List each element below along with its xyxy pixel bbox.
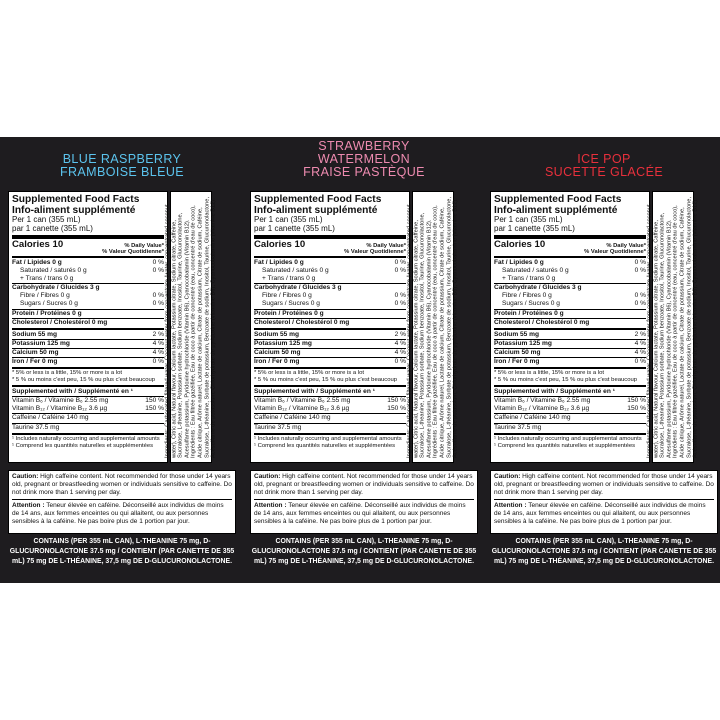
taurine: Taurine 37.5 mg [12,423,60,431]
cholesterol: Cholesterol / Cholestérol 0 mg [12,318,108,326]
caution-box: Caution: High caffeine content. Not recommended for those under 14 years old, pregnant or breastfeeding women or individuals sensitive to caffeine. Do not drink more than 1 serving per day. Attention : Teneur élevée en caféine. Déconseillé aux individus de moins de 14 ans, aux femmes enceintes ou qui allaitent, ou aux personnes sensibles à la caféine. Ne pas boire plus de 1 portion par jour. [250,470,478,534]
flavor-name: STRAWBERRY WATERMELON FRAISE PASTÈQUE [303,139,425,179]
nutrition-facts-table: Supplemented Food Facts Info-aliment supplémenté Per 1 can (355 mL) par 1 canette (355 mL) Calories 10 % Daily Value* % Valeur Quotidienne* Fat / Lipides 0 g 0 % Saturated / saturés 0 g 0 % + Trans / trans 0 g Carbohydrate / Glucides 3 g Fibre / Fibres 0 g 0 % Sugars / Sucres 0 g 0 % Protein / Protéines 0 g Cholesterol / Cholestérol 0 mg Sodium 55 mg 2 % Potassium 125 mg 4 % Calcium 50 mg 4 % Iron / Fer 0 mg 0 % * 5% or less is a little, 15% or more is a lot * 5 % ou moins c'est peu, 15 % ou plus c'est beaucoup Supplemented with / Supplémenté en ¹ Vitamin B₆ / Vitamine B₆ 2.55 mg 150 % Vitamin B₁₂ / Vitamine B₁₂ 3.6 µg 150 % Caffeine / Caféine 140 mg Taurine 37.5 mg ¹ Includes naturally occurring and supplemental amounts ¹ Comprend les quantités naturelles et supplémentées [250,191,410,463]
supplemented-with: Supplemented with / Supplémenté en ¹ [12,388,133,396]
flavor-column-strawberry-watermelon [250,137,478,583]
flavor-column-ice-pop [490,137,718,583]
contains-statement: CONTAINS (PER 355 mL CAN), L-THEANINE 75 mg, D-GLUCURONOLACTONE 37.5 mg / CONTIENT (PAR CANETTE DE 355 mL) 75 mg DE L-THÉANINE, 37,5 mg DE D-GLUCURONOLACTONE. [251,538,477,565]
flavor-name: BLUE RASPBERRY FRAMBOISE BLEUE [59,152,185,179]
footnote-en: * 5% or less is a little, 15% or more is a lot [12,370,123,377]
carbohydrate: Carbohydrate / Glucides 3 g [12,284,100,292]
trans: + Trans / trans 0 g [20,275,74,283]
caution-box: Caution: High caffeine content. Not recommended for those under 14 years old, pregnant or breastfeeding women or individuals sensitive to caffeine. Do not drink more than 1 serving per day. Attention : Teneur élevée en caféine. Déconseillé aux individus de moins de 14 ans, aux femmes enceintes ou qui allaitent, ou aux personnes sensibles à la caféine. Ne pas boire plus de 1 portion par jour. [8,470,236,534]
sodium: Sodium 55 mg [12,330,58,338]
note-en: ¹ Includes naturally occurring and supplemental amounts [12,435,160,442]
label-box [490,191,718,601]
calories-row: Calories 10 % Daily Value* % Valeur Quotidienne* [12,238,164,255]
protein: Protein / Protéines 0 g [12,309,82,317]
contains-statement: CONTAINS (PER 355 mL CAN), L-THEANINE 75 mg, D-GLUCURONOLACTONE 37.5 mg / CONTIENT (PAR CANETTE DE 355 mL) 75 mg DE L-THÉANINE, 37,5 mg DE D-GLUCURONOLACTONE. [9,538,235,565]
contains-statement: CONTAINS (PER 355 mL CAN), L-THEANINE 75 mg, D-GLUCURONOLACTONE 37.5 mg / CONTIENT (PAR CANETTE DE 355 mL) 75 mg DE L-THÉANINE, 37,5 mg DE D-GLUCURONOLACTONE. [491,538,717,565]
caffeine: Caffeine / Caféine 140 mg [12,414,89,422]
flavor-name: ICE POP SUCETTE GLACÉE [544,152,664,179]
ingredients-en: Ingredients: Carbonated filtered water, Coconut water from concentrate (water, concentrated coconut water), Citric acid, Natural flavour, Calcium lactate, Potassium citrate, Sodium citrate, Caffeine, Sucralose, L-theanine, Potassium sorbate, Sodium benzoate, Inositol, Taurine, Glucuronolactone, Acesulfame potassium, Pyridoxine hydrochloride (Vitamin B6), Cyanocobalamin (Vitamin B12). [164,204,191,458]
flavor-column-blue-raspberry [8,137,236,583]
note-fr: ¹ Comprend les quantités naturelles et supplémentées [12,442,154,449]
potassium: Potassium 125 mg [12,339,70,347]
vitamin-b6: Vitamin B₆ / Vitamine B₆ 2.55 mg [12,397,109,405]
serving-fr: par 1 canette (355 mL) [12,223,93,233]
label-box [250,191,478,601]
calcium: Calcium 50 mg [12,348,59,356]
nutrition-facts-table: Supplemented Food Facts Info-aliment supplémenté Per 1 can (355 mL) par 1 canette (355 mL) Calories 10 % Daily Value* % Valeur Quotidienne* Fat / Lipides 0 g 0 % Saturated / saturés 0 g 0 % + Trans / trans 0 g Carbohydrate / Glucides 3 g Fibre / Fibres 0 g 0 % Sugars / Sucres 0 g 0 % Protein / Protéines 0 g Cholesterol / Cholestérol 0 mg Sodium 55 mg 2 % Potassium 125 mg 4 % Calcium 50 mg 4 % Iron / Fer 0 mg 0 % * 5% or less is a little, 15% or more is a lot * 5 % ou moins c'est peu, 15 % ou plus c'est beaucoup Supplemented with / Supplémenté en ¹ Vitamin B₆ / Vitamine B₆ 2.55 mg 150 % Vitamin B₁₂ / Vitamine B₁₂ 3.6 µg 150 % Caffeine / Caféine 140 mg Taurine 37.5 mg ¹ Includes naturally occurring and supplemental amounts ¹ Comprend les quantités naturelles et supplémentées [8,191,168,463]
label-box [8,191,236,601]
sugars: Sugars / Sucres 0 g [20,300,78,308]
ingredients-box: Ingredients: Carbonated filtered water, Coconut water from concentrate (water, concentrated coconut water), Citric acid, Natural flavour, Calcium lactate, Potassium citrate, Sodium citrate, Caffeine, Sucralose, L-theanine, Potassium sorbate, Sodium benzoate, Inositol, Taurine, Glucuronolactone, Acesulfame potassium, Pyridoxine hydrochloride (Vitamin B6), Cyanocobalamin (Vitamin B12). Ingrédients : Eau filtrée gazéifiée, Eau de coco à partir de concentré (eau, concentré d'eau de coco), Acide citrique, Arôme naturel, Lactate de calcium, Citrate de potassium, Citrate de sodium, Caféine, Sucralose, L-théanine, Sorbate de potassium, Benzoate de sodium, Inositol, Taurine, Glucuronolactone, Acésulfame de potassium, Chlorhydrate de pyridoxine (vitamine B6), Cyanocobalamine (vitamine B12). [652,191,694,463]
saturated: Saturated / saturés 0 g [20,267,87,275]
vitamin-b12: Vitamin B₁₂ / Vitamine B₁₂ 3.6 µg [12,405,108,413]
fat: Fat / Lipides 0 g [12,259,62,266]
iron: Iron / Fer 0 mg [12,358,58,366]
serving-en: Per 1 can (355 mL) [12,215,81,224]
ingredients-box [164,191,217,463]
footnote-fr: * 5 % ou moins c'est peu, 15 % ou plus c'est beaucoup [12,377,156,384]
ingredients-box: Ingredients: Carbonated filtered water, Coconut water from concentrate (water, concentrated coconut water), Citric acid, Natural flavour, Calcium lactate, Potassium citrate, Sodium citrate, Caffeine, Sucralose, L-theanine, Potassium sorbate, Sodium benzoate, Inositol, Taurine, Glucuronolactone, Acesulfame potassium, Pyridoxine hydrochloride (Vitamin B6), Cyanocobalamin (Vitamin B12). Ingrédients : Eau filtrée gazéifiée, Eau de coco à partir de concentré (eau, concentré d'eau de coco), Acide citrique, Arôme naturel, Lactate de calcium, Citrate de potassium, Citrate de sodium, Caféine, Sucralose, L-théanine, Sorbate de potassium, Benzoate de sodium, Inositol, Taurine, Glucuronolactone, Acésulfame de potassium, Chlorhydrate de pyridoxine (vitamine B6), Cyanocobalamine (vitamine B12). [412,191,454,463]
facts-title-en: Supplemented Food Facts [12,194,140,205]
nutrition-facts-table: Supplemented Food Facts Info-aliment supplémenté Per 1 can (355 mL) par 1 canette (355 mL) Calories 10 % Daily Value* % Valeur Quotidienne* Fat / Lipides 0 g 0 % Saturated / saturés 0 g 0 % + Trans / trans 0 g Carbohydrate / Glucides 3 g Fibre / Fibres 0 g 0 % Sugars / Sucres 0 g 0 % Protein / Protéines 0 g Cholesterol / Cholestérol 0 mg Sodium 55 mg 2 % Potassium 125 mg 4 % Calcium 50 mg 4 % Iron / Fer 0 mg 0 % * 5% or less is a little, 15% or more is a lot * 5 % ou moins c'est peu, 15 % ou plus c'est beaucoup Supplemented with / Supplémenté en ¹ Vitamin B₆ / Vitamine B₆ 2.55 mg 150 % Vitamin B₁₂ / Vitamine B₁₂ 3.6 µg 150 % Caffeine / Caféine 140 mg Taurine 37.5 mg ¹ Includes naturally occurring and supplemental amounts ¹ Comprend les quantités naturelles et supplémentées [490,191,650,463]
label-panel [0,137,720,583]
caution-box: Caution: High caffeine content. Not recommended for those under 14 years old, pregnant or breastfeeding women or individuals sensitive to caffeine. Do not drink more than 1 serving per day. Attention : Teneur élevée en caféine. Déconseillé aux individus de moins de 14 ans, aux femmes enceintes ou qui allaitent, ou aux personnes sensibles à la caféine. Ne pas boire plus de 1 portion par jour. [490,470,718,534]
facts-title-fr: Info-aliment supplémenté [12,204,136,216]
fibre: Fibre / Fibres 0 g [20,292,70,300]
ingredients-fr: Ingrédients : Eau filtrée gazéifiée, Eau de coco à partir de concentré (eau, concentré d'eau de coco), Acide citrique, Arôme naturel, Lactate de calcium, Citrate de potassium, Citrate de sodium, Caféine, Sucralose, L-théanine, Sorbate de potassium, Benzoate de sodium, Inositol, Taurine, Glucuronolactone, Acésulfame de potassium, Chlorhydrate de pyridoxine (vitamine B6), Cyanocobalamine (vitamine B12). [191,196,217,458]
